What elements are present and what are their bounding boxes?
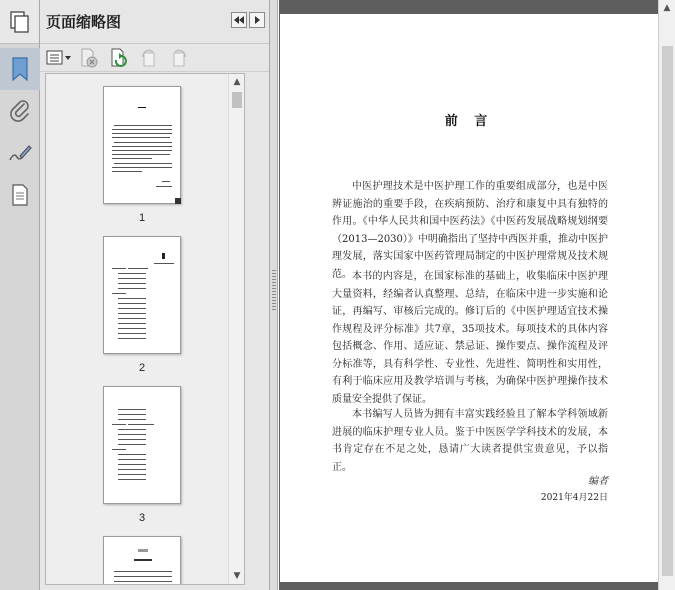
bookmarks-button[interactable] xyxy=(0,48,40,90)
options-list-icon xyxy=(46,50,72,66)
paperclip-icon xyxy=(9,99,31,123)
expand-panel-button[interactable] xyxy=(249,12,265,28)
preface-date: 2021年4月22日 xyxy=(540,493,608,503)
document-viewport xyxy=(279,0,675,590)
current-page-marker xyxy=(175,198,181,204)
page-thumbnail-1[interactable] xyxy=(103,86,181,204)
page-thumbnail-2[interactable] xyxy=(103,236,181,354)
scroll-up-arrow-icon[interactable]: ▲ xyxy=(233,77,241,87)
replace-pages-button[interactable] xyxy=(106,47,132,69)
signatures-button[interactable] xyxy=(0,132,40,174)
paragraph-1: 中医护理技术是中医护理工作的重要组成部分，也是中医辨证施治的重要手段，在疾病预防、治疗和康复中具有独特的作用。《中华人民共和国中医药法》《中医药发展战略规划纲要（2013—2030）》中明确指出了坚持中西医并重，推动中医护理发展，落实国家中医药管理局制定的中医护理常规及技术规范。 xyxy=(332,181,608,280)
pages-panel-toggle[interactable] xyxy=(0,0,39,44)
options-menu-button[interactable] xyxy=(46,47,72,69)
rotate-cw-button[interactable] xyxy=(166,47,192,69)
panel-title: 页面缩略图 xyxy=(46,13,122,31)
collapse-panel-button[interactable] xyxy=(231,12,247,28)
scroll-down-arrow-icon[interactable]: ▼ xyxy=(233,571,241,581)
page-title: 前 言 xyxy=(444,114,494,129)
page-number-label: 2 xyxy=(138,362,146,374)
page-thumbnails-panel xyxy=(40,0,270,590)
paragraph-2: 本书的内容是，在国家标准的基础上，收集临床中医护理大量资料，经编者认真整理、总结，在临床中进一步实施和论证，再编写、审核后完成的。修订后的《中医护理适宜技术操作规程及评分标准》共7章，35项技术。每项技术的具体内容包括概念、作用、适应证、禁忌证、操作要点、操作流程及评分标准等，具有科学性、专业性、先进性、简明性和实用性，有利于临床应用及教学培训与考核，为确保中医护理操作技术质量安全提供了保证。 xyxy=(332,271,608,405)
paragraph-3: 本书编写人员皆为拥有丰富实践经验且了解本学科领域新进展的临床护理专业人员。鉴于中医医学学科技术的发展，本书肯定存在不足之处，恳请广大读者提供宝贵意见，予以指正。 xyxy=(332,409,608,473)
document-icon xyxy=(11,184,29,206)
doc-scroll-up-arrow-icon[interactable]: ▲ xyxy=(663,3,671,13)
page-properties-button[interactable] xyxy=(0,174,40,216)
signature-pen-icon xyxy=(8,142,32,164)
panel-splitter[interactable] xyxy=(270,0,278,590)
rotate-ccw-button[interactable] xyxy=(136,47,162,69)
document-scrollbar-thumb[interactable] xyxy=(662,46,673,576)
page-thumbnail-4[interactable] xyxy=(103,536,181,585)
replace-page-icon xyxy=(109,48,129,68)
double-left-arrow-icon xyxy=(233,15,245,25)
bookmark-icon xyxy=(10,56,30,82)
thumbnail-scrollbar[interactable] xyxy=(228,74,244,584)
copy-pages-icon xyxy=(9,10,31,34)
rotate-left-icon xyxy=(139,48,159,68)
attachments-button[interactable] xyxy=(0,90,40,132)
right-arrow-icon xyxy=(252,15,262,25)
page-number-label: 1 xyxy=(138,212,146,224)
thumbnail-list[interactable] xyxy=(45,73,245,585)
panel-header xyxy=(40,0,269,44)
editor-signature: 编者 xyxy=(588,476,608,487)
thumbnail-toolbar xyxy=(40,44,269,72)
page-number-label: 3 xyxy=(138,512,146,524)
delete-pages-button[interactable] xyxy=(76,47,102,69)
rotate-right-icon xyxy=(169,48,189,68)
page-thumbnail-3[interactable] xyxy=(103,386,181,504)
delete-page-icon xyxy=(79,48,99,68)
splitter-grip[interactable] xyxy=(272,270,276,310)
document-page xyxy=(280,14,658,582)
scrollbar-thumb[interactable] xyxy=(232,92,242,108)
document-scrollbar[interactable] xyxy=(658,0,675,590)
navigation-rail xyxy=(0,0,40,590)
